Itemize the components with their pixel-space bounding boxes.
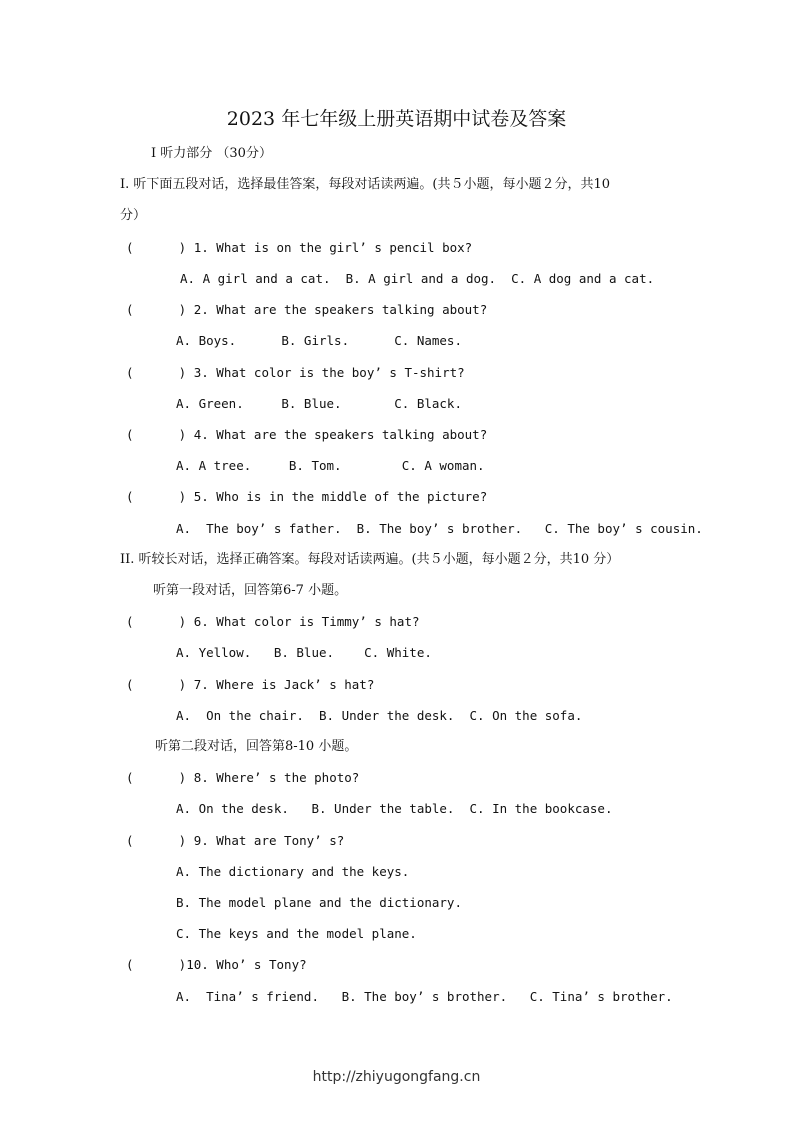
question-9-stem: ( ) 9. What are Tony’ s? bbox=[126, 833, 345, 848]
question-5-options: A. The boy’ s father. B. The boy’ s brother. C. The boy’ s cousin. bbox=[176, 521, 703, 536]
group1-heading: 听第一段对话，回答第6-7 小题。 bbox=[153, 583, 348, 598]
question-3-stem: ( ) 3. What color is the boy’ s T-shirt? bbox=[126, 365, 465, 380]
question-3-options: A. Green. B. Blue. C. Black. bbox=[176, 396, 462, 411]
section1-intro-line2: 分） bbox=[120, 208, 147, 223]
question-9-option-c: C. The keys and the model plane. bbox=[176, 926, 417, 941]
question-4-stem: ( ) 4. What are the speakers talking about? bbox=[126, 427, 488, 442]
question-4-options: A. A tree. B. Tom. C. A woman. bbox=[176, 458, 485, 473]
question-10-options: A. Tina’ s friend. B. The boy’ s brother. C. Tina’ s brother. bbox=[176, 989, 673, 1004]
question-8-options: A. On the desk. B. Under the table. C. In the bookcase. bbox=[176, 801, 613, 816]
question-1-stem: ( ) 1. What is on the girl’ s pencil box? bbox=[126, 240, 473, 255]
question-1-options: A. A girl and a cat. B. A girl and a dog. C. A dog and a cat. bbox=[180, 271, 655, 286]
question-6-options: A. Yellow. B. Blue. C. White. bbox=[176, 645, 432, 660]
group2-heading: 听第二段对话，回答第8-10 小题。 bbox=[155, 739, 358, 754]
question-7-options: A. On the chair. B. Under the desk. C. On the sofa. bbox=[176, 708, 583, 723]
question-10-stem: ( )10. Who’ s Tony? bbox=[126, 957, 307, 972]
question-2-options: A. Boys. B. Girls. C. Names. bbox=[176, 333, 462, 348]
question-2-stem: ( ) 2. What are the speakers talking about? bbox=[126, 302, 488, 317]
section2-intro: II. 听较长对话，选择正确答案。每段对话读两遍。(共５小题，每小题２分，共10 分） bbox=[120, 552, 620, 567]
page-title: 2023 年七年级上册英语期中试卷及答案 bbox=[226, 108, 567, 130]
question-7-stem: ( ) 7. Where is Jack’ s hat? bbox=[126, 677, 375, 692]
question-8-stem: ( ) 8. Where’ s the photo? bbox=[126, 770, 360, 785]
question-6-stem: ( ) 6. What color is Timmy’ s hat? bbox=[126, 614, 420, 629]
question-9-option-b: B. The model plane and the dictionary. bbox=[176, 895, 462, 910]
section1-intro-line1: Ⅰ. 听下面五段对话，选择最佳答案，每段对话读两遍。(共５小题，每小题２分，共10 bbox=[120, 177, 611, 192]
question-9-option-a: A. The dictionary and the keys. bbox=[176, 864, 410, 879]
part-heading: Ⅰ 听力部分 （30分） bbox=[151, 146, 272, 161]
question-5-stem: ( ) 5. Who is in the middle of the picture? bbox=[126, 489, 488, 504]
footer-url: http://zhiyugongfang.cn bbox=[312, 1069, 481, 1085]
